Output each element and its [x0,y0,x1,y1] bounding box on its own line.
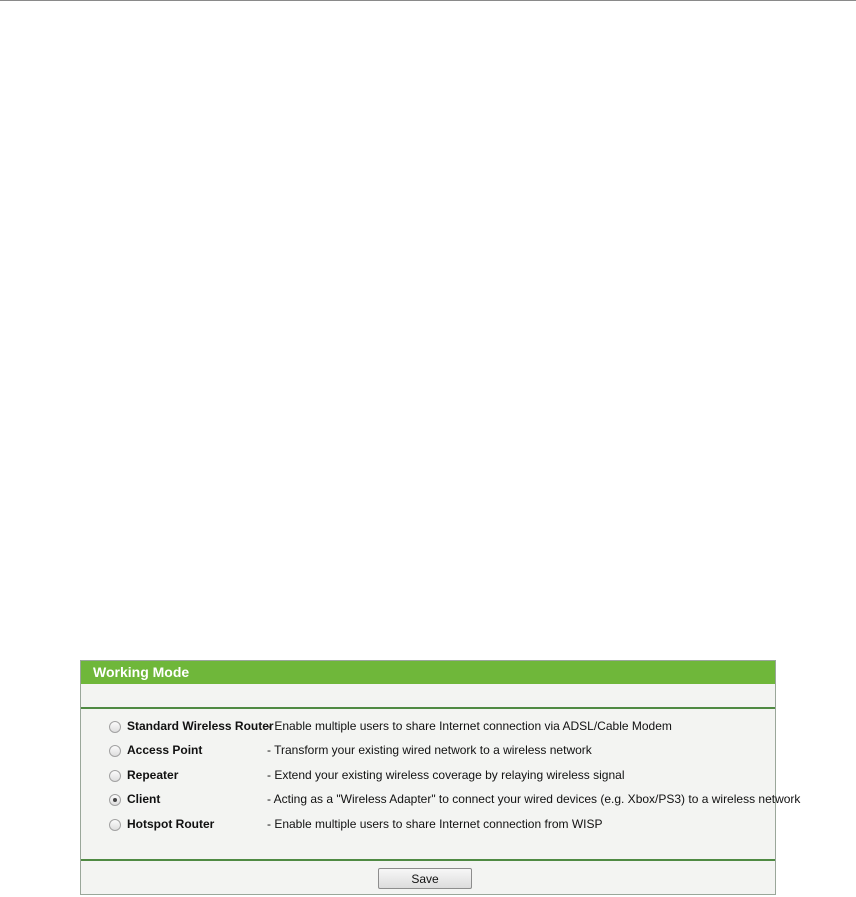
client-radio[interactable] [109,794,121,806]
working-mode-panel [80,660,801,895]
hotspot-router-description: - Enable multiple users to share Internet connection from WISP [267,817,603,831]
repeater-radio[interactable] [109,770,121,782]
standard-wireless-router-radio[interactable] [109,721,121,733]
hotspot-router-radio[interactable] [109,819,121,831]
mode-option-standard-wireless-router[interactable] [81,717,775,737]
access-point-radio[interactable] [109,745,121,757]
mode-option-hotspot-router[interactable] [81,815,775,835]
mode-option-client[interactable] [81,790,801,810]
bottom-separator [81,859,775,861]
standard-wireless-router-description: - Enable multiple users to share Internet connection via ADSL/Cable Modem [267,719,672,733]
access-point-description: - Transform your existing wired network to a wireless network [267,743,592,757]
client-description: - Acting as a "Wireless Adapter" to connect your wired devices (e.g. Xbox/PS3) to a wireless network [267,792,801,806]
standard-wireless-router-label[interactable]: Standard Wireless Router [127,719,274,733]
hotspot-router-label[interactable]: Hotspot Router [127,817,215,831]
top-separator [81,707,775,709]
mode-option-repeater[interactable] [81,766,775,786]
repeater-label[interactable]: Repeater [127,768,179,782]
client-label[interactable]: Client [127,792,161,806]
save-button[interactable]: Save [378,868,472,889]
repeater-description: - Extend your existing wireless coverage by relaying wireless signal [267,768,625,782]
panel-title: Working Mode [81,661,775,684]
top-divider [0,0,856,1]
mode-option-access-point[interactable] [81,741,775,761]
access-point-label[interactable]: Access Point [127,743,203,757]
